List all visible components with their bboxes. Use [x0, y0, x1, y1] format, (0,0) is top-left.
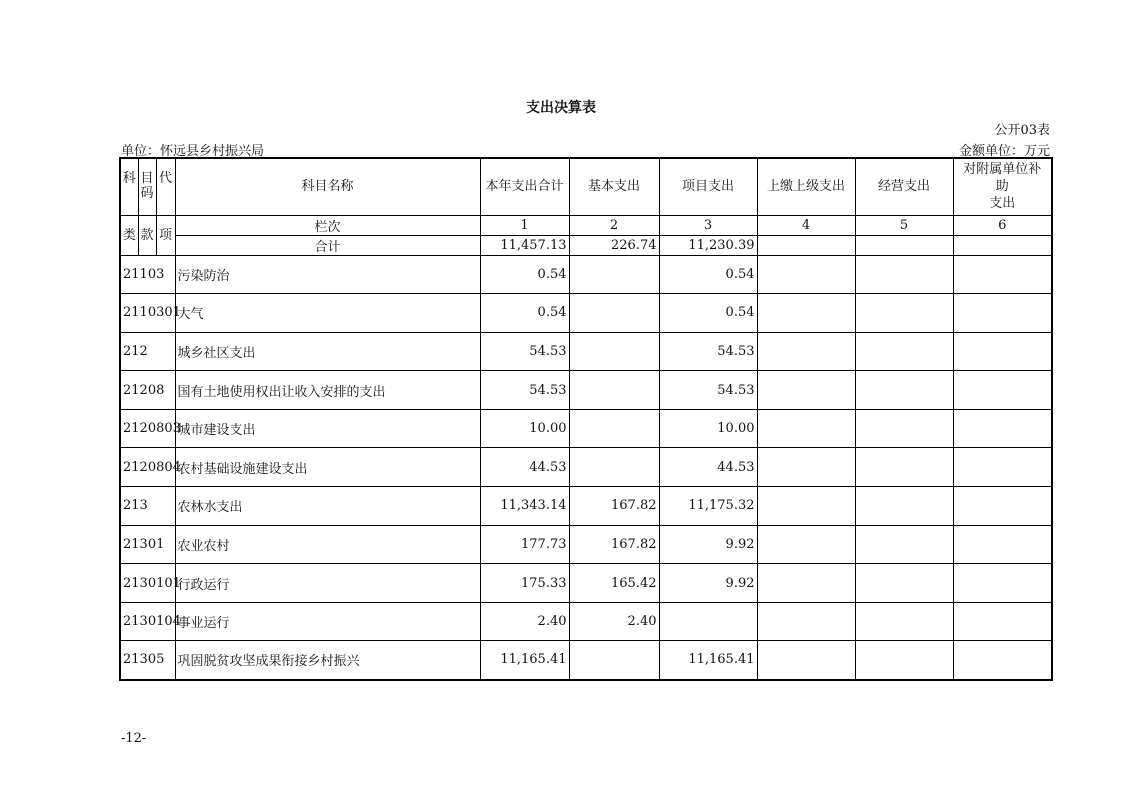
- cell-value: [757, 409, 855, 448]
- upper-level-payment-header: 上缴上级支出: [757, 158, 855, 215]
- column-index-value: 6: [953, 215, 1052, 235]
- cell-value: [953, 332, 1052, 371]
- cell-value: 44.53: [480, 448, 569, 487]
- subject-code: 21103: [120, 255, 175, 294]
- subject-code: 21305: [120, 641, 175, 680]
- subsidy-header: [953, 158, 1052, 215]
- cell-value: 54.53: [659, 332, 757, 371]
- code-header-cell: [138, 158, 156, 215]
- subject-code: 212: [120, 332, 175, 371]
- cell-value: [953, 487, 1052, 526]
- subject-code: 2130104: [120, 602, 175, 641]
- cell-value: 0.54: [480, 294, 569, 333]
- cell-value: 10.00: [659, 409, 757, 448]
- cell-value: 0.54: [659, 255, 757, 294]
- column-index-value: 3: [659, 215, 757, 235]
- cell-value: 10.00: [480, 409, 569, 448]
- document-title: 支出决算表: [526, 100, 596, 116]
- cell-value: [569, 448, 659, 487]
- cell-value: [855, 448, 953, 487]
- table-row: [120, 371, 1052, 410]
- cell-value: [757, 564, 855, 603]
- reporting-unit: 单位：怀远县乡村振兴局: [121, 144, 265, 159]
- subject-code: 2120803: [120, 409, 175, 448]
- cell-value: [953, 448, 1052, 487]
- cell-value: [569, 371, 659, 410]
- subject-name: 城市建设支出: [175, 409, 480, 448]
- cell-value: [953, 641, 1052, 680]
- cell-value: 11,343.14: [480, 487, 569, 526]
- total-row: [120, 235, 1052, 255]
- subject-name: 农林水支出: [175, 487, 480, 526]
- subject-name: 农业农村: [175, 525, 480, 564]
- cell-value: 11,165.41: [659, 641, 757, 680]
- table-row: [120, 409, 1052, 448]
- column-index-value: 1: [480, 215, 569, 235]
- subject-name: 污染防治: [175, 255, 480, 294]
- subject-code: 21301: [120, 525, 175, 564]
- subsidy-header-line: 对附属单位补: [963, 162, 1042, 178]
- amount-unit: 金额单位：万元: [958, 144, 1050, 159]
- cell-value: [855, 641, 953, 680]
- cell-value: [569, 332, 659, 371]
- total-value: 11,457.13: [480, 235, 569, 255]
- cell-value: [953, 371, 1052, 410]
- cell-value: 167.82: [569, 525, 659, 564]
- cell-value: [855, 294, 953, 333]
- section-header: 款: [138, 215, 156, 255]
- cell-value: [953, 409, 1052, 448]
- subject-name-header: 科目名称: [175, 158, 480, 215]
- column-index-label: 栏次: [175, 215, 480, 235]
- form-number: 公开03表: [994, 123, 1050, 138]
- total-label: 合计: [175, 235, 480, 255]
- page-number: -12-: [121, 731, 147, 746]
- cell-value: [757, 371, 855, 410]
- subject-code: 213: [120, 487, 175, 526]
- code-header-char: 代: [156, 158, 175, 215]
- total-value: [855, 235, 953, 255]
- subject-code: 2110301: [120, 294, 175, 333]
- subject-name: 大气: [175, 294, 480, 333]
- table-row: [120, 448, 1052, 487]
- cell-value: [659, 602, 757, 641]
- cell-value: [757, 255, 855, 294]
- table-row: [120, 641, 1052, 680]
- total-value: 11,230.39: [659, 235, 757, 255]
- total-expenditure-header: 本年支出合计: [480, 158, 569, 215]
- cell-value: [757, 487, 855, 526]
- project-expenditure-header: 项目支出: [659, 158, 757, 215]
- basic-expenditure-header: 基本支出: [569, 158, 659, 215]
- cell-value: 167.82: [569, 487, 659, 526]
- cell-value: [757, 602, 855, 641]
- cell-value: [855, 602, 953, 641]
- cell-value: [855, 332, 953, 371]
- cell-value: 44.53: [659, 448, 757, 487]
- subject-name: 农村基础设施建设支出: [175, 448, 480, 487]
- column-index-value: 2: [569, 215, 659, 235]
- table-row: [120, 487, 1052, 526]
- code-header-char: 码: [140, 186, 154, 201]
- cell-value: 11,175.32: [659, 487, 757, 526]
- cell-value: [953, 525, 1052, 564]
- item-header: 项: [156, 215, 175, 255]
- cell-value: [569, 294, 659, 333]
- cell-value: [569, 409, 659, 448]
- expenditure-table: [119, 157, 1053, 681]
- column-index-value: 5: [855, 215, 953, 235]
- total-value: [953, 235, 1052, 255]
- table-row: [120, 564, 1052, 603]
- cell-value: [855, 409, 953, 448]
- total-value: 226.74: [569, 235, 659, 255]
- subject-name: 巩固脱贫攻坚成果衔接乡村振兴: [175, 641, 480, 680]
- subject-code: 21208: [120, 371, 175, 410]
- cell-value: [855, 255, 953, 294]
- column-index-value: 4: [757, 215, 855, 235]
- cell-value: [953, 564, 1052, 603]
- cell-value: 177.73: [480, 525, 569, 564]
- cell-value: 54.53: [480, 371, 569, 410]
- cell-value: 0.54: [659, 294, 757, 333]
- table-row: [120, 294, 1052, 333]
- cell-value: 9.92: [659, 525, 757, 564]
- cell-value: 2.40: [480, 602, 569, 641]
- cell-value: [953, 294, 1052, 333]
- table-row: [120, 332, 1052, 371]
- subsidy-header-line: 助: [995, 179, 1009, 195]
- cell-value: [757, 332, 855, 371]
- cell-value: 54.53: [659, 371, 757, 410]
- cell-value: 2.40: [569, 602, 659, 641]
- cell-value: [757, 641, 855, 680]
- cell-value: 11,165.41: [480, 641, 569, 680]
- table-row: [120, 525, 1052, 564]
- cell-value: 54.53: [480, 332, 569, 371]
- subject-code: 2120804: [120, 448, 175, 487]
- cell-value: [569, 641, 659, 680]
- table-row: [120, 602, 1052, 641]
- subject-name: 国有土地使用权出让收入安排的支出: [175, 371, 480, 410]
- column-index-row: [120, 215, 1052, 235]
- cell-value: 175.33: [480, 564, 569, 603]
- cell-value: [855, 525, 953, 564]
- subject-name: 城乡社区支出: [175, 332, 480, 371]
- cell-value: [569, 255, 659, 294]
- table-row: [120, 255, 1052, 294]
- header-row: [120, 158, 1052, 215]
- cell-value: 165.42: [569, 564, 659, 603]
- cell-value: [757, 294, 855, 333]
- code-header-char: 科: [120, 158, 138, 215]
- subsidy-header-line: 支出: [989, 196, 1016, 212]
- cell-value: [757, 448, 855, 487]
- subject-code: 2130101: [120, 564, 175, 603]
- cell-value: 9.92: [659, 564, 757, 603]
- subject-name: 行政运行: [175, 564, 480, 603]
- category-header: 类: [120, 215, 138, 255]
- subject-name: 事业运行: [175, 602, 480, 641]
- cell-value: [855, 371, 953, 410]
- cell-value: [757, 525, 855, 564]
- cell-value: [953, 602, 1052, 641]
- cell-value: [953, 255, 1052, 294]
- code-header-char: 目: [140, 171, 154, 186]
- operating-expenditure-header: 经营支出: [855, 158, 953, 215]
- cell-value: [855, 487, 953, 526]
- total-value: [757, 235, 855, 255]
- cell-value: 0.54: [480, 255, 569, 294]
- cell-value: [855, 564, 953, 603]
